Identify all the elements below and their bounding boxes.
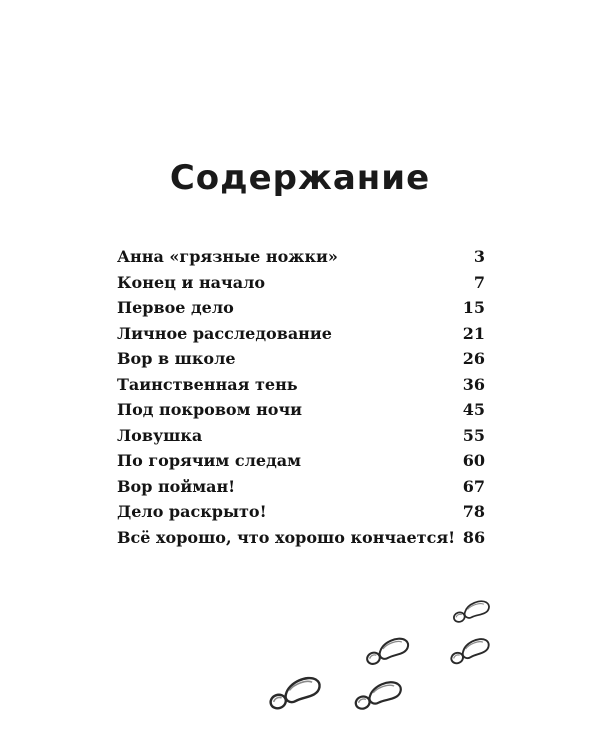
toc-entry-title: Всё хорошо, что хорошо кончается! — [117, 527, 456, 547]
toc-entry-page: 45 — [462, 400, 485, 419]
toc-entry-title: Конец и начало — [117, 272, 266, 292]
toc-entry-page: 21 — [462, 323, 485, 343]
toc-entry — [117, 525, 485, 551]
toc-entry-page: 36 — [462, 374, 485, 394]
toc-entry-page: 3 — [473, 247, 485, 266]
toc-entry-page: 60 — [462, 451, 485, 470]
footprints-icon — [250, 590, 510, 740]
table-of-contents — [117, 244, 485, 550]
footprint — [451, 599, 491, 624]
toc-entry-page: 26 — [462, 349, 485, 368]
toc-entry-title: Дело раскрыто! — [117, 502, 267, 521]
toc-entry — [117, 346, 485, 372]
toc-entry — [117, 423, 485, 449]
toc-entry — [117, 295, 485, 321]
toc-entry — [117, 397, 485, 423]
toc-entry-title: Вор в школе — [117, 349, 236, 368]
toc-entry — [117, 270, 485, 296]
toc-entry-title: Ловушка — [117, 425, 203, 445]
page-title: Содержание — [169, 158, 431, 198]
toc-entry-title: Под покровом ночи — [117, 400, 303, 419]
toc-entry-title: Первое дело — [117, 298, 234, 317]
toc-entry — [117, 474, 485, 500]
toc-entry — [117, 372, 485, 398]
toc-entry — [117, 321, 485, 347]
footprint — [364, 635, 411, 665]
toc-entry-title: Личное расследование — [117, 323, 332, 343]
toc-entry-title: Анна «грязные ножки» — [117, 247, 338, 266]
toc-entry-title: По горячим следам — [117, 451, 302, 470]
toc-entry — [117, 448, 485, 474]
footprint — [352, 679, 403, 710]
toc-entry-title: Вор пойман! — [117, 476, 236, 496]
toc-entry — [117, 244, 485, 270]
footprint — [448, 636, 491, 665]
toc-entry-page: 55 — [462, 425, 485, 445]
toc-entry-page: 78 — [462, 502, 485, 521]
toc-entry-page: 86 — [462, 527, 486, 547]
toc-entry-page: 7 — [473, 272, 485, 292]
toc-entry-page: 15 — [462, 298, 485, 317]
toc-entry-page: 67 — [462, 476, 485, 496]
toc-entry-title: Таинственная тень — [117, 374, 298, 394]
toc-entry — [117, 499, 485, 525]
footprint — [267, 674, 323, 710]
